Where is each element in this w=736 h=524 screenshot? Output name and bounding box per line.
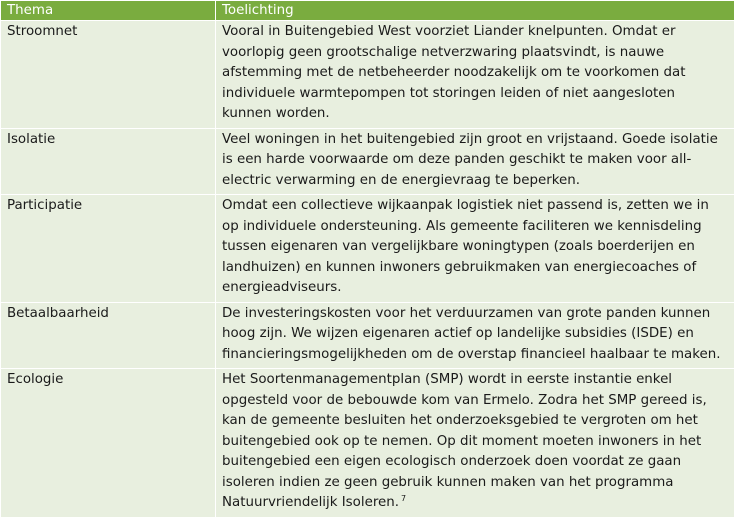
- theme-cell: Betaalbaarheid: [1, 302, 216, 369]
- header-row: [1, 1, 735, 21]
- theme-cell: Participatie: [1, 195, 216, 303]
- table-row: [1, 195, 735, 303]
- theme-cell: Isolatie: [1, 128, 216, 195]
- table-row: [1, 21, 735, 129]
- footnote-marker: 7: [401, 493, 407, 503]
- header-theme: Thema: [1, 1, 216, 21]
- explanation-text: Het Soortenmanagementplan (SMP) wordt in eerste instantie enkel opgesteld voor de bebouwde kom van Ermelo. Zodra het SMP gereed is, kan de gemeente besluiten het onderzoeksgebied te vergroten om het buitengebied ook op te nemen. Op dit moment moeten inwoners in het buitengebied een eigen ecologisch onderzoek doen voordat ze gaan isoleren indien ze geen gebruik kunnen maken van het programma Natuurvriendelijk Isoleren.: [222, 372, 707, 510]
- explanation-cell: Veel woningen in het buitengebied zijn groot en vrijstaand. Goede isolatie is een harde voorwaarde om deze panden geschikt te maken voor all-electric verwarming en de energievraag te beperken.: [216, 128, 735, 195]
- theme-cell: Stroomnet: [1, 21, 216, 129]
- table-row: [1, 128, 735, 195]
- explanation-cell: De investeringskosten voor het verduurzamen van grote panden kunnen hoog zijn. We wijzen eigenaren actief op landelijke subsidies (ISDE) en financieringsmogelijkheden om de overstap financieel haalbaar te maken.: [216, 302, 735, 369]
- explanation-cell: Omdat een collectieve wijkaanpak logistiek niet passend is, zetten we in op individuele ondersteuning. Als gemeente faciliteren we kennisdeling tussen eigenaren van vergelijkbare woningtypen (zoals boerderijen en landhuizen) en kunnen inwoners gebruikmaken van energiecoaches of energieadviseurs.: [216, 195, 735, 303]
- table-body: [1, 21, 735, 518]
- table-header: [1, 1, 735, 21]
- table-row: [1, 302, 735, 369]
- explanation-cell: Vooral in Buitengebied West voorziet Liander knelpunten. Omdat er voorlopig geen grootschalige netverzwaring plaatsvindt, is nauwe afstemming met de netbeheerder noodzakelijk om te voorkomen dat individuele warmtepompen tot storingen leiden of niet aangesloten kunnen worden.: [216, 21, 735, 129]
- table-row: [1, 369, 735, 518]
- explanation-cell: [216, 369, 735, 518]
- header-explanation: Toelichting: [216, 1, 735, 21]
- theme-cell: Ecologie: [1, 369, 216, 518]
